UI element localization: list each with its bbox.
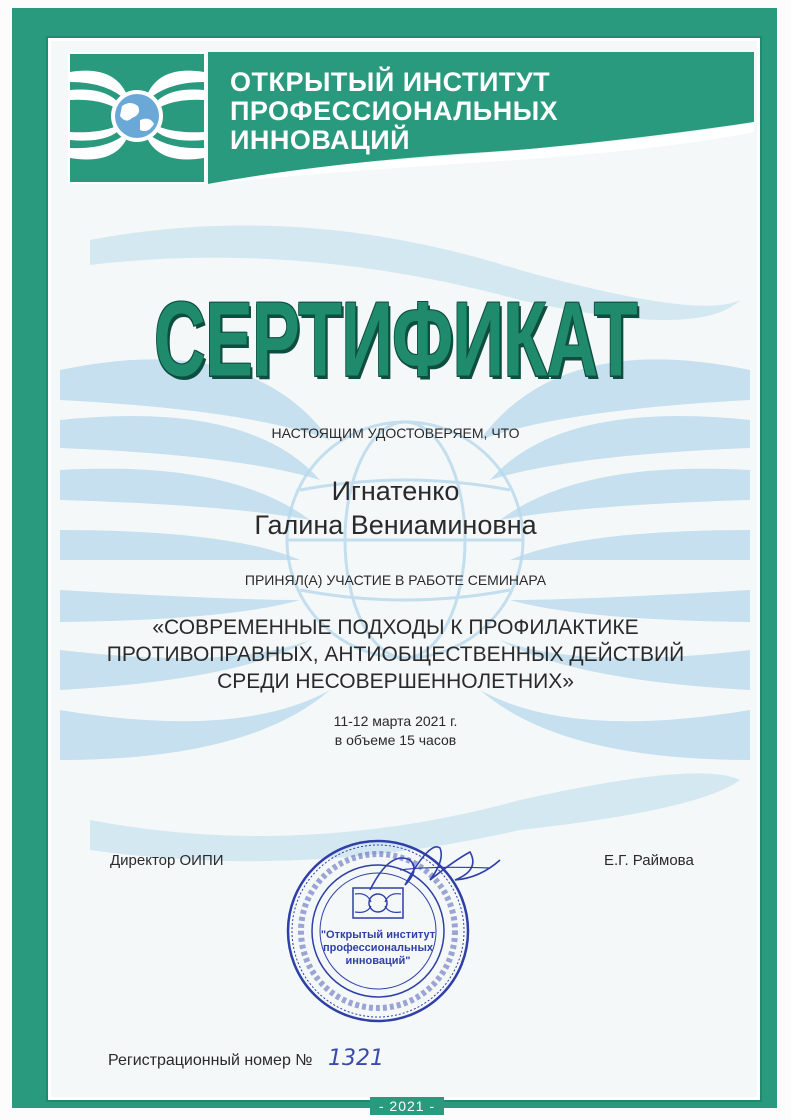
institute-name-line: ПРОФЕССИОНАЛЬНЫХ — [230, 96, 559, 126]
institute-name — [230, 68, 730, 155]
certificate-title: СЕРТИФИКАТ — [154, 281, 637, 399]
seminar-dates: 11-12 марта 2021 г. — [333, 713, 458, 729]
registration-number: 1321 — [328, 1046, 384, 1071]
stamp-center-line: "Открытый институт — [320, 929, 436, 941]
participation-text: ПРИНЯЛ(А) УЧАСТИЕ В РАБОТЕ СЕМИНАРА — [244, 572, 547, 588]
certify-text: НАСТОЯЩИМ УДОСТОВЕРЯЕМ, ЧТО — [271, 425, 520, 441]
director-name: Е.Г. Раймова — [604, 852, 694, 869]
stamp-center-line: инноваций" — [345, 955, 411, 967]
institute-name-line: ОТКРЫТЫЙ ИНСТИТУТ — [230, 67, 551, 97]
seminar-title-line: «СОВРЕМЕННЫЕ ПОДХОДЫ К ПРОФИЛАКТИКЕ — [152, 616, 639, 639]
year-badge: - 2021 - — [370, 1097, 444, 1115]
seminar-hours: в объеме 15 часов — [334, 732, 457, 748]
stamp-center-line: профессиональных — [323, 942, 433, 954]
director-signature — [360, 830, 510, 910]
globe-logo-icon — [70, 54, 204, 182]
recipient-given-names: Галина Вениаминовна — [254, 510, 537, 540]
registration-label: Регистрационный номер № — [108, 1052, 313, 1069]
director-label: Директор ОИПИ — [110, 852, 224, 869]
institute-name-line: ИННОВАЦИЙ — [230, 125, 411, 155]
institute-logo — [68, 52, 206, 184]
seminar-title-line: ПРОТИВОПРАВНЫХ, АНТИОБЩЕСТВЕННЫХ ДЕЙСТВИЙ — [106, 643, 685, 666]
recipient-surname: Игнатенко — [331, 476, 460, 506]
seminar-title-line: СРЕДИ НЕСОВЕРШЕННОЛЕТНИХ» — [217, 670, 574, 693]
